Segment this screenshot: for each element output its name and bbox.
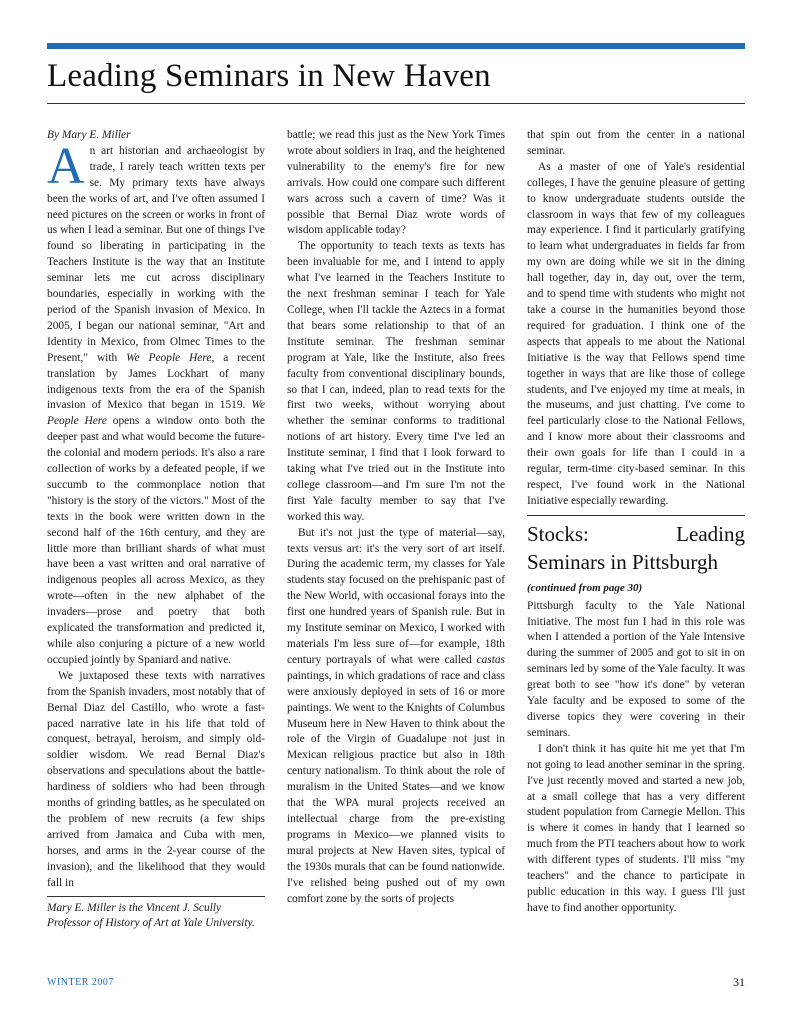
bio-divider bbox=[47, 896, 265, 897]
title-underline bbox=[47, 103, 745, 104]
continued-note: (continued from page 30) bbox=[527, 581, 643, 594]
article-paragraph-1: An art historian and archaeologist by trade, I rarely teach written texts per se. My primary texts have always been the works of art, and I've often assumed I need pictures on the screen or works in front of us when I lead a seminar. But one of things I've found so liberating in participating in the Teachers Institute is the way that an Institute seminar lets me cut across disciplinary boundaries, especially in working with the period of the Spanish invasion of Mexico. In 2005, I began our national seminar, "Art and Identity in Mexico, from Olmec Times to the Present," with We People Here, a recent translation by James Lockhart of many indigenous texts from the era of the Spanish invasion of Mexico that began in 1519. We People Here opens a window onto both the deeper past and what would become the future-the colonial and modern periods. It's also a rare collection of works by a defeated people, if we succumb to the commonplace notion that "history is the story of the victors." Most of the texts in the book were written down in the second half of the 16th century, and they are little more than brilliant shards of what must have been a vast written and oral narrative of indigenous peoples all across Mexico, as they wrote—often in the new alphabet of the invaders—prose and poetry that both explicated the transformation and predicted it, while also conjuring a picture of a new world occupied jointly by Spaniard and native. bbox=[47, 137, 265, 666]
issue-label: WINTER 2007 bbox=[47, 977, 114, 988]
article-paragraph-6: that spin out from the center in a national seminar. bbox=[527, 129, 745, 157]
drop-cap: A bbox=[47, 137, 85, 195]
top-accent-rule bbox=[47, 43, 745, 49]
sidebar-paragraph-1: Pittsburgh faculty to the Yale National Initiative. The most fun I had in this role was when I attended a portion of the Yale Intensive during the summer of 2005 and got to sit in on seminars led by some of the Yale faculty. It was great both to see "how it's done" by veteran Yale faculty and be exposed to some of the diverse topics they were covering in their seminars. bbox=[527, 599, 745, 739]
article-paragraph-7: As a master of one of Yale's residential colleges, I have the genuine pleasure of getting to know undergraduate students outside the classroom in ways that few of my colleagues may experience. I find it particularly gratifying to learn what undergraduates in fields far from my own are doing while we sit in the dining hall together, day in, day out, over the term, and to spend time with students who might not take a course in the humanities beyond those required for graduation. I think one of the aspects that appeals to me about the National Initiative is the way that Fellows spend time together in ways that are like those of college students, and I've enjoyed my time at meals, in the museums, and just chatting. I've come to feel particularly close to the National Fellows, and I know more about their classrooms and their own goals for life than I could in a regular, term-time city-based seminar. In this respect, I've found work in the National Initiative especially rewarding. bbox=[527, 160, 745, 507]
column-2 bbox=[287, 128, 505, 907]
article-paragraph-2: We juxtaposed these texts with narratives from the Spanish invaders, most notably that of Bernal Diaz del Castillo, who wrote a fast-paced narrative late in his life that told of conquest, betrayal, heroism, and simply old-soldier wisdom. We read Bernal Diaz's observations and speculations about the battle-hardiness of soldiers who had been through months of grinding battles, as he speculated on the problem of new recruits (a few ships arrived from Jamaica and Cuba with men, horses, and arms in the 2-year course of the invasion), and the likelihood that they would fall in bbox=[47, 669, 265, 889]
column-3 bbox=[527, 128, 745, 917]
sidebar-divider bbox=[527, 515, 745, 516]
article-paragraph-5: But it's not just the type of material—say, texts versus art: it's the very sort of art itself. During the academic term, my classes for Yale students stay focused on the prehispanic past of the New World, with occasional forays into the first one hundred years of Spanish rule. But in my Institute seminar on Mexico, I worked with materials I'm less sure of—for example, 18th century portrayals of what were called castas paintings, in which gradations of race and class were anxiously deployed in sets of 16 or more paintings. We went to the Knights of Columbus Museum here in New Haven to think about the role of the Virgin of Guadalupe not just in Mexican religious practice but also in 18th century nationalism. To think about the role of muralism in the United States—and we know that the WPA mural projects received an intellectual charge from the pre-existing programs in Mexico—we planned visits to mural projects at New Haven sites, typical of the 1930s murals that can be found nationwide. I've relished being pushed out of my own comfort zone by the sorts of projects bbox=[287, 526, 505, 905]
article-title: Leading Seminars in New Haven bbox=[47, 58, 491, 94]
author-bio: Mary E. Miller is the Vincent J. Scully Professor of History of Art at Yale University. bbox=[47, 901, 255, 930]
sidebar-paragraph-2: I don't think it has quite hit me yet that I'm not going to lead another seminar in the spring. I've just recently moved and started a new job, at a small college that has a very different student population from Carnegie Mellon. This is where it comes in handy that I learned so much from the PTI teachers about how to work with different types of students. I'll miss "my teachers" and the chance to participate in public education in this way. I guess I'll just have to find another opportunity. bbox=[527, 742, 745, 914]
sidebar-title: Stocks: Leading Seminars in Pittsburgh bbox=[527, 521, 745, 574]
page-number: 31 bbox=[733, 975, 745, 989]
column-1 bbox=[47, 128, 265, 932]
byline: By Mary E. Miller bbox=[47, 129, 131, 141]
article-paragraph-4: The opportunity to teach texts as texts has been invaluable for me, and I intend to apply what I've learned in the Teachers Institute to the next freshman seminar I teach for Yale College, when I'll tackle the Aztecs in a format that bears some relationship to that of an Institute seminar. The freshman seminar program at Yale, like the Institute, also frees faculty from conventional disciplinary bounds, so that I can, indeed, plan to read texts for the first two weeks, without worrying about whether the seminar conforms to traditional notions of art history. Every time I've led an Institute seminar, I find that I look forward to taking what I've tried out in the Institute into college classroom—and I'm sure I'm not the first Yale faculty member to say that I've worked this way. bbox=[287, 240, 505, 523]
article-paragraph-3: battle; we read this just as the New York Times wrote about soldiers in Iraq, and the heightened vulnerability to the enemy's fire for new arrivals. How could one compare such different wars across such a cavern of time? Was it possible that Bernal Diaz wrote words of wisdom applicable today? bbox=[287, 129, 505, 237]
